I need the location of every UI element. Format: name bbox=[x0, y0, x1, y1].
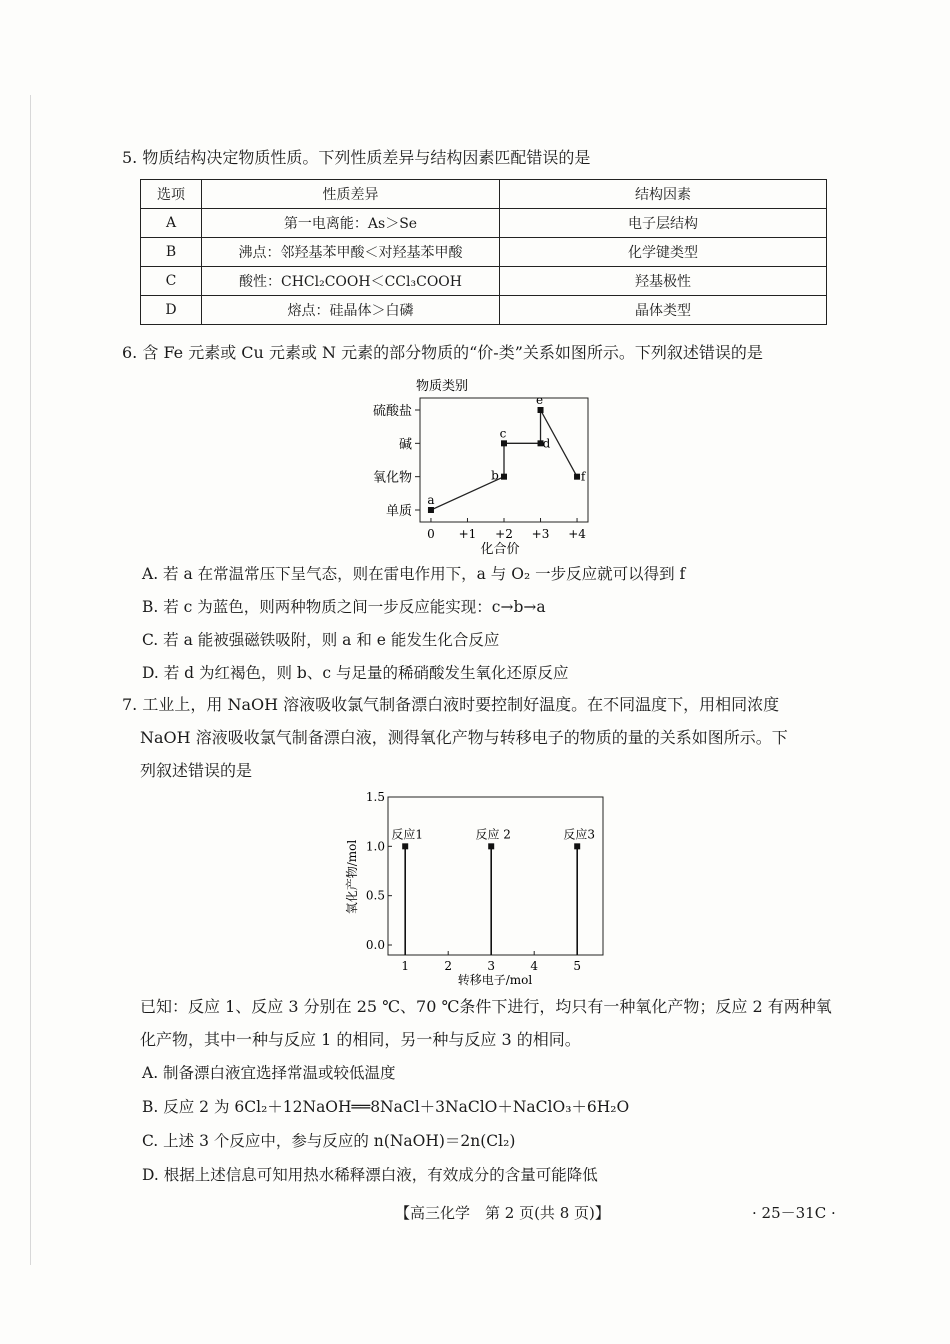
q5-header-option: 选项 bbox=[141, 180, 202, 209]
q5-cell-option: D bbox=[141, 296, 202, 325]
q7-title-line3: 列叙述错误的是 bbox=[140, 761, 253, 780]
chart1-point-label: e bbox=[535, 393, 544, 407]
q7-title-line1: 7. 工业上，用 NaOH 溶液吸收氯气制备漂白液时要控制好温度。在不同温度下，用相同浓度 bbox=[122, 695, 780, 714]
q7-known-line2: 化产物，其中一种与反应 1 的相同，另一种与反应 3 的相同。 bbox=[140, 1030, 581, 1049]
chart2-series-label: 反应1 bbox=[391, 827, 424, 842]
q5-cell-property: 沸点：邻羟基苯甲酸＜对羟基苯甲酸 bbox=[202, 238, 500, 267]
q5-table bbox=[140, 179, 827, 325]
chart2-y-tick-label: 1.0 bbox=[365, 839, 385, 854]
q5-cell-structure: 羟基极性 bbox=[500, 267, 827, 296]
q6-option-c: C. 若 a 能被强磁铁吸附，则 a 和 e 能发生化合反应 bbox=[142, 631, 500, 649]
chart2-ylabel: 氧化产物/mol bbox=[345, 839, 359, 915]
binding-margin-line bbox=[30, 95, 31, 1265]
chart2-y-tick-label: 0.0 bbox=[365, 938, 385, 952]
q6-option-a: A. 若 a 在常温常压下呈气态，则在雷电作用下，a 与 O₂ 一步反应就可以得到 f bbox=[142, 565, 686, 583]
q5-cell-property: 酸性：CHCl₂COOH＜CCl₃COOH bbox=[202, 267, 500, 296]
chart2-x-tick-label: 4 bbox=[530, 959, 539, 973]
q5-cell-structure: 晶体类型 bbox=[500, 296, 827, 325]
q7-option-a: A. 制备漂白液宜选择常温或较低温度 bbox=[142, 1064, 396, 1082]
q7-title-line2: NaOH 溶液吸收氯气制备漂白液，测得氧化产物与转移电子的物质的量的关系如图所示。下 bbox=[140, 728, 788, 747]
q7-option-d: D. 根据上述信息可知用热水稀释漂白液，有效成分的含量可能降低 bbox=[142, 1166, 598, 1184]
valence-category-chart bbox=[350, 372, 610, 557]
chart2-plot-frame bbox=[388, 797, 603, 955]
q5-header-property: 性质差异 bbox=[202, 180, 500, 209]
chart1-point-label: c bbox=[499, 426, 507, 441]
chart2-y-tick-label: 1.5 bbox=[365, 790, 385, 804]
page-footer-code: · 25－31C · bbox=[752, 1204, 836, 1222]
chart1-y-category-label: 氧化物 bbox=[372, 470, 412, 486]
chart1-point-c bbox=[501, 440, 507, 446]
chart1-x-tick-label: +3 bbox=[531, 527, 550, 541]
chart2-x-tick-label: 2 bbox=[444, 959, 453, 973]
chart1-x-tick-label: +1 bbox=[458, 527, 477, 541]
chart1-y-category-label: 碱 bbox=[398, 437, 412, 453]
chart1-point-e bbox=[538, 407, 544, 413]
chart1-point-label: b bbox=[491, 468, 499, 483]
chart1-y-category-label: 硫酸盐 bbox=[372, 404, 412, 419]
chart1-title: 物质类别 bbox=[415, 379, 469, 394]
q5-cell-option: A bbox=[141, 209, 202, 238]
q6-option-b: B. 若 c 为蓝色，则两种物质之间一步反应能实现：c→b→a bbox=[142, 598, 546, 616]
oxidation-product-chart bbox=[340, 785, 630, 990]
q7-known-line1: 已知：反应 1、反应 3 分别在 25 ℃、70 ℃条件下进行，均只有一种氧化产物；反应 2 有两种氧 bbox=[140, 997, 832, 1016]
chart1-point-label: d bbox=[542, 436, 551, 451]
q6-title: 6. 含 Fe 元素或 Cu 元素或 N 元素的部分物质的“价-类”关系如图所示。下列叙述错误的是 bbox=[122, 343, 763, 362]
chart2-x-tick-label: 5 bbox=[573, 959, 582, 973]
q5-cell-structure: 电子层结构 bbox=[500, 209, 827, 238]
chart2-xlabel: 转移电子/mol bbox=[457, 973, 533, 987]
chart1-x-tick-label: 0 bbox=[427, 527, 435, 541]
chart1-point-label: f bbox=[580, 469, 586, 484]
chart1-x-tick-label: +2 bbox=[495, 527, 513, 541]
chart1-point-b bbox=[501, 474, 507, 480]
table-row bbox=[141, 267, 827, 296]
chart1-point-label: a bbox=[427, 493, 435, 507]
chart2-point bbox=[488, 843, 494, 849]
q7-option-c: C. 上述 3 个反应中，参与反应的 n(NaOH)＝2n(Cl₂) bbox=[142, 1132, 516, 1150]
chart1-xlabel: 化合价 bbox=[480, 542, 520, 557]
chart1-x-tick-label: +4 bbox=[568, 527, 586, 541]
q7-option-b: B. 反应 2 为 6Cl₂＋12NaOH══8NaCl＋3NaClO＋NaClO₃＋6H₂O bbox=[142, 1098, 630, 1116]
q6-option-d: D. 若 d 为红褐色，则 b、c 与足量的稀硝酸发生氧化还原反应 bbox=[142, 664, 569, 682]
q5-cell-property: 熔点：硅晶体＞白磷 bbox=[202, 296, 500, 325]
q5-cell-option: C bbox=[141, 267, 202, 296]
chart1-y-category-label: 单质 bbox=[385, 504, 412, 519]
table-row bbox=[141, 238, 827, 267]
chart1-point-f bbox=[574, 474, 580, 480]
q5-title: 5. 物质结构决定物质性质。下列性质差异与结构因素匹配错误的是 bbox=[122, 148, 591, 167]
chart2-x-tick-label: 1 bbox=[401, 959, 410, 973]
q5-cell-option: B bbox=[141, 238, 202, 267]
q5-header-structure: 结构因素 bbox=[500, 180, 827, 209]
chart1-point-a bbox=[428, 507, 434, 513]
chart2-series-label: 反应3 bbox=[563, 827, 596, 842]
q5-cell-structure: 化学键类型 bbox=[500, 238, 827, 267]
chart2-y-tick-label: 0.5 bbox=[365, 888, 385, 903]
chart2-point bbox=[402, 843, 408, 849]
table-row bbox=[141, 209, 827, 238]
table-row bbox=[141, 296, 827, 325]
chart2-series-label: 反应 2 bbox=[475, 827, 511, 842]
chart2-x-tick-label: 3 bbox=[487, 959, 496, 973]
page-footer-label: 【高三化学 第 2 页(共 8 页)】 bbox=[395, 1204, 610, 1222]
q5-cell-property: 第一电离能：As＞Se bbox=[202, 209, 500, 238]
q5-table-header bbox=[141, 180, 827, 209]
chart2-point bbox=[574, 843, 580, 849]
